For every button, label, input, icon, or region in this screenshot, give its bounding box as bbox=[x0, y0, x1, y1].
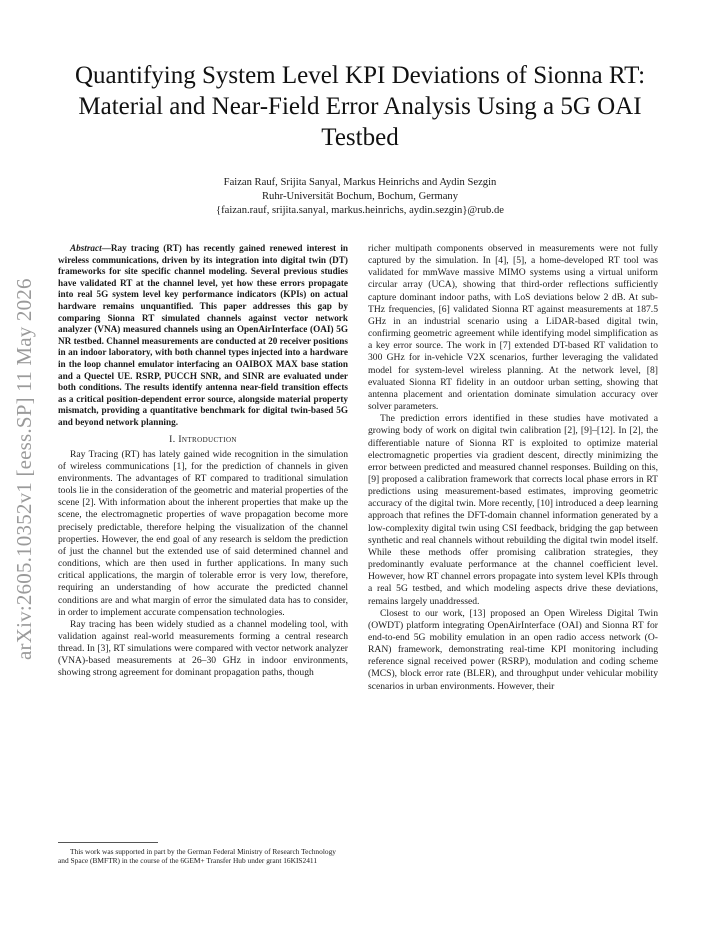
arxiv-stamp: arXiv:2605.10352v1 [eess.SP] 11 May 2026 bbox=[12, 278, 36, 660]
abstract-label: Abstract bbox=[70, 243, 102, 253]
body-paragraph: Ray Tracing (RT) has lately gained wide recognition in the simulation of wireless communications [1], for the prediction of channels in given environments. The advantages of RT compared to traditional simulation tools lie in the consideration of the geometric and material properties of the scene [2]. With information about the inherent properties that make up the scene, the electromagnetic properties of wave propagation become more precisely predictable, therefore helping the visualization of the channel properties. However, the end goal of any research is seldom the prediction of just the channel but the extended use of said determined channel and conditions, which are then used in further applications. In many such critical applications, the margin of tolerable error is very low, therefore, requiring an understanding of how accurate the predicted channel conditions are and what margin of error the simulated data has to consider, in order to implement accurate compensation technologies. bbox=[58, 448, 348, 618]
abstract-text: —Ray tracing (RT) has recently gained renewed interest in wireless communications, driven by its integration into digital twin (DT) frameworks for site specific channel modeling. Several previous studies have validated RT at the channel level, yet how these errors propagate into real 5G system level key performance indicators (KPIs) on actual hardware remains unquantified. This paper addresses this gap by comparing Sionna RT simulated channels against vector network analyzer (VNA) measured channels using an OpenAirInterface (OAI) 5G NR testbed. Channel measurements are conducted at 20 receiver positions in an indoor laboratory, with both channel types injected into a hardware in the loop channel emulator interfacing an OAIBOX MAX base station and a Quectel UE. RSRP, PUCCH SNR, and SINR are evaluated under both conditions. The results identify antenna near-field transition effects as a critical position-dependent error source, alongside material property mismatch, providing a quantitative benchmark for digital twin-based 5G and beyond network planning. bbox=[58, 243, 348, 427]
funding-footnote bbox=[58, 842, 348, 865]
affiliation: Ruhr-Universität Bochum, Bochum, Germany bbox=[261, 191, 459, 202]
body-paragraph: Closest to our work, [13] proposed an Open Wireless Digital Twin (OWDT) platform integrating OpenAirInterface (OAI) and Sionna RT for end-to-end 5G mobility emulation in an open radio access network (O-RAN) framework, demonstrating real-time KPI monitoring including reference signal received power (RSRP), modulation and coding scheme (MCS), block error rate (BLER), and throughput under vehicular mobility scenarios in urban environments. However, their bbox=[368, 607, 658, 692]
author-emails: {faizan.rauf, srijita.sanyal, markus.heinrichs, aydin.sezgin}@rub.de bbox=[216, 205, 504, 216]
footnote-text: This work was supported in part by the German Federal Ministry of Research Technology and Space (BMFTR) in the course of the 6GEM+ Transfer Hub under grant 16KIS2411 bbox=[58, 847, 336, 865]
right-column bbox=[368, 243, 658, 693]
abstract bbox=[58, 243, 348, 429]
left-column bbox=[58, 243, 348, 680]
author-block bbox=[60, 176, 660, 218]
paper-title: Quantifying System Level KPI Deviations of Sionna RT: Material and Near-Field Error Analysis Using a 5G OAI Testbed bbox=[74, 62, 646, 151]
section-heading-introduction: I. Introduction bbox=[169, 433, 237, 445]
author-names: Faizan Rauf, Srijita Sanyal, Markus Heinrichs and Aydin Sezgin bbox=[223, 177, 497, 188]
body-paragraph: Ray tracing has been widely studied as a channel modeling tool, with validation against real-world measurements forming a central research thread. In [3], RT simulations were compared with vector network analyzer (VNA)-based measurements at 26–30 GHz in indoor environments, showing strong agreement for dominant propagation paths, though bbox=[58, 618, 348, 679]
body-paragraph: richer multipath components observed in measurements were not fully captured by the simulation. In [4], [5], a home-developed RT tool was validated for mmWave massive MIMO systems using a virtual uniform circular array (UCA), showing that third-order reflections sufficiently capture dominant indoor paths, with LoS deviations below 2 dB. At sub-THz frequencies, [6] validated Sionna RT against measurements at 187.5 GHz in an industrial scenario using a LiDAR-based digital twin, confirming geometric agreement while identifying model simplification as a key error source. The work in [7] extended DT-based RT validation to 300 GHz for in-vehicle V2X scenarios, further leveraging the validated model for system-level wireless planning. At the network level, [8] evaluated Sionna RT fidelity in an outdoor urban setting, showing that antenna placement and orientation dominate simulation accuracy over solver parameters. bbox=[368, 243, 658, 413]
body-paragraph: The prediction errors identified in these studies have motivated a growing body of work on digital twin calibration [2], [9]–[12]. In [2], the differentiable nature of Sionna RT is exploited to optimize material electromagnetic properties via gradient descent, directly minimizing the error between predicted and measured channel responses. Building on this, [9] proposed a calibration framework that corrects local phase errors in RT predictions using measurement-based estimates, improving geometric accuracy of the digital twin. More recently, [10] introduced a deep learning approach that refines the DFT-domain channel information generated by a low-complexity digital twin using CSI feedback, bridging the gap between synthetic and real channels without rebuilding the digital twin model itself. While these methods offer promising calibration strategies, they predominantly evaluate performance at the channel coefficient level. However, how RT channel errors propagate into system level KPIs through a real 5G testbed, and which modeling aspects drive these deviations, remains largely unaddressed. bbox=[368, 413, 658, 607]
